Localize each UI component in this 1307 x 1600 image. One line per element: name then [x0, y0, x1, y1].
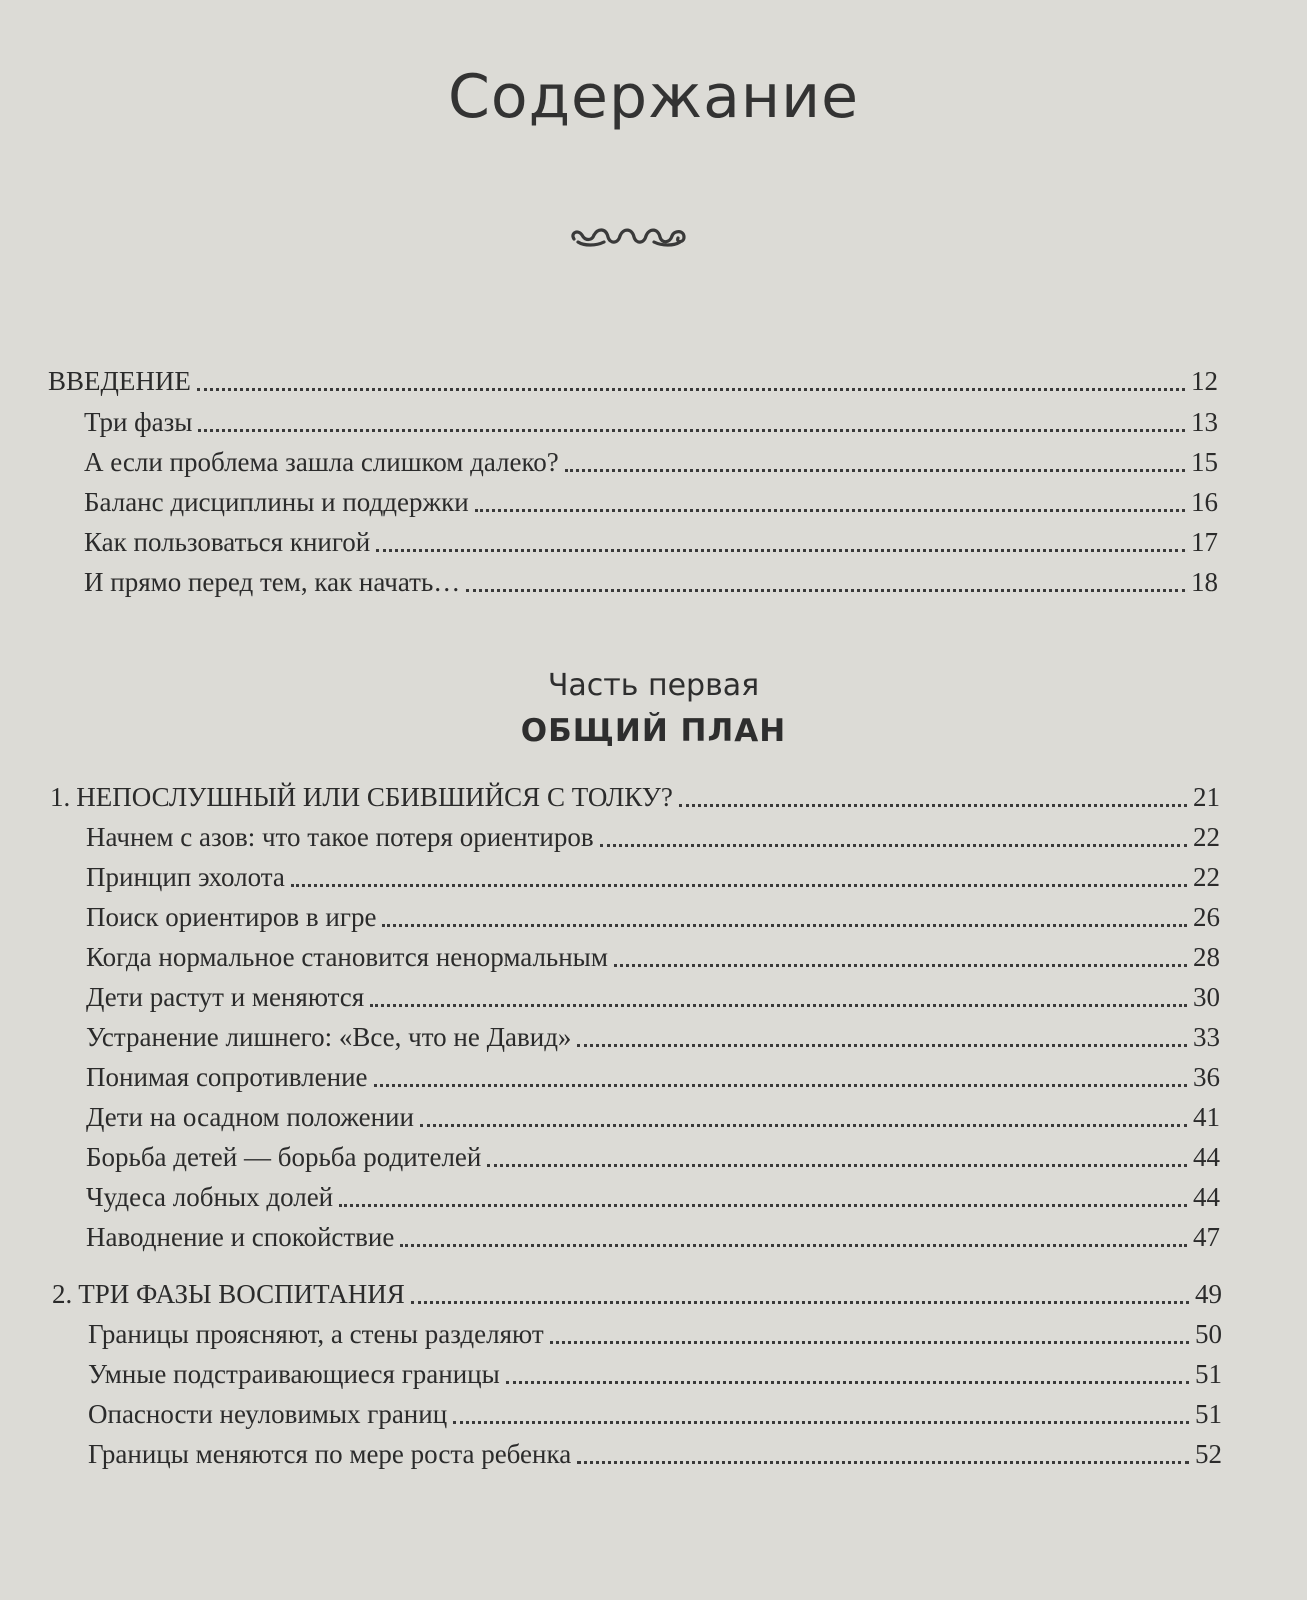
dot-leader: [198, 429, 1185, 432]
chapter-number: 1.: [50, 782, 71, 812]
toc-entry-title: А если проблема зашла слишком далеко?: [84, 447, 559, 477]
toc-chapter-1[interactable]: [50, 780, 1220, 814]
toc-entry[interactable]: [84, 565, 1218, 599]
toc-entry-title: НЕПОСЛУШНЫЙ ИЛИ СБИВШИЙСЯ С ТОЛКУ?: [76, 782, 673, 812]
toc-entry-title: Границы проясняют, а стены разделяют: [88, 1319, 544, 1349]
toc-entry[interactable]: [86, 980, 1220, 1014]
toc-page-number: 28: [1193, 942, 1220, 972]
toc-entry[interactable]: [86, 1100, 1220, 1134]
toc-entry[interactable]: [88, 1357, 1222, 1391]
toc-entry-title: Начнем с азов: что такое потеря ориентиров: [86, 822, 594, 852]
dot-leader: [376, 549, 1185, 552]
dot-leader: [291, 884, 1187, 887]
toc-entry[interactable]: [84, 405, 1218, 439]
toc-entry-title: Наводнение и спокойствие: [86, 1222, 395, 1252]
chapter-number: 2.: [52, 1279, 73, 1309]
toc-page-number: 12: [1191, 366, 1218, 396]
toc-entry[interactable]: [88, 1397, 1222, 1431]
toc-page-number: 50: [1195, 1319, 1222, 1349]
toc-entry-title: Опасности неуловимых границ: [88, 1399, 448, 1429]
toc-page-number: 15: [1191, 447, 1218, 477]
toc-entry[interactable]: [84, 445, 1218, 479]
toc-page-number: 44: [1193, 1182, 1220, 1212]
toc-page-number: 21: [1193, 782, 1220, 812]
toc-page-number: 22: [1193, 862, 1220, 892]
toc-entry-title: Поиск ориентиров в игре: [86, 902, 377, 932]
dot-leader: [197, 388, 1185, 391]
toc-page-number: 36: [1193, 1062, 1220, 1092]
toc-entry[interactable]: [88, 1317, 1222, 1351]
toc-page-number: 44: [1193, 1142, 1220, 1172]
toc-entry[interactable]: [86, 1060, 1220, 1094]
dot-leader: [577, 1044, 1187, 1047]
page-title: Содержание: [447, 62, 860, 132]
toc-page-number: 51: [1195, 1399, 1222, 1429]
toc-entry-title: Три фазы: [84, 407, 193, 437]
toc-page-number: 18: [1191, 567, 1218, 597]
toc-entry-title: Как пользоваться книгой: [84, 527, 371, 557]
dot-leader: [475, 509, 1185, 512]
toc-entry-title: ВВЕДЕНИЕ: [48, 366, 191, 396]
toc-page-number: 33: [1193, 1022, 1220, 1052]
dot-leader: [565, 469, 1185, 472]
dot-leader: [400, 1244, 1187, 1247]
dot-leader: [679, 804, 1187, 807]
dot-leader: [614, 964, 1187, 967]
toc-entry[interactable]: [86, 1180, 1220, 1214]
toc-entry-title: Борьба детей — борьба родителей: [86, 1142, 482, 1172]
toc-entry[interactable]: [84, 485, 1218, 519]
toc-page-number: 47: [1193, 1222, 1220, 1252]
toc-page-number: 41: [1193, 1102, 1220, 1132]
dot-leader: [411, 1301, 1189, 1304]
toc-page-number: 49: [1195, 1279, 1222, 1309]
toc-page-number: 26: [1193, 902, 1220, 932]
toc-entry-title: ТРИ ФАЗЫ ВОСПИТАНИЯ: [78, 1279, 405, 1309]
toc-page-number: 22: [1193, 822, 1220, 852]
toc-entry[interactable]: [84, 525, 1218, 559]
toc-entry-title: Умные подстраивающиеся границы: [88, 1359, 500, 1389]
toc-entry-title: Границы меняются по мере роста ребенка: [88, 1439, 572, 1469]
dot-leader: [453, 1421, 1189, 1424]
toc-chapter-2[interactable]: [52, 1277, 1222, 1311]
dot-leader: [374, 1084, 1187, 1087]
toc-entry[interactable]: [86, 820, 1220, 854]
part-title: ОБЩИЙ ПЛАН: [520, 713, 787, 749]
dot-leader: [506, 1381, 1189, 1384]
dot-leader: [466, 589, 1185, 592]
toc-entry-title: Дети на осадном положении: [86, 1102, 414, 1132]
toc-page-number: 51: [1195, 1359, 1222, 1389]
dot-leader: [487, 1164, 1187, 1167]
dot-leader: [370, 1004, 1187, 1007]
toc-entry[interactable]: [86, 1020, 1220, 1054]
toc-entry-title: Понимая сопротивление: [86, 1062, 368, 1092]
toc-entry-title: Чудеса лобных долей: [86, 1182, 334, 1212]
toc-entry-title: Устранение лишнего: «Все, что не Давид»: [86, 1022, 572, 1052]
dot-leader: [339, 1204, 1187, 1207]
dot-leader: [550, 1341, 1189, 1344]
toc-entry[interactable]: [86, 900, 1220, 934]
part-label: Часть первая: [547, 668, 760, 703]
toc-entry[interactable]: [86, 940, 1220, 974]
toc-entry-title: Дети растут и меняются: [86, 982, 365, 1012]
toc-entry[interactable]: [86, 860, 1220, 894]
toc-entry[interactable]: [86, 1140, 1220, 1174]
toc-page-number: 30: [1193, 982, 1220, 1012]
toc-entry-title: Принцип эхолота: [86, 862, 285, 892]
toc-page-number: 52: [1195, 1439, 1222, 1469]
toc-entry-title: Когда нормальное становится ненормальным: [86, 942, 608, 972]
dot-leader: [600, 844, 1187, 847]
toc-page-number: 17: [1191, 527, 1218, 557]
dot-leader: [577, 1461, 1189, 1464]
toc-entry-title: Баланс дисциплины и поддержки: [84, 487, 469, 517]
toc-entry-intro[interactable]: [48, 364, 1218, 398]
toc-entry[interactable]: [88, 1437, 1222, 1471]
toc-page-number: 13: [1191, 407, 1218, 437]
toc-entry-title: И прямо перед тем, как начать…: [84, 567, 461, 597]
dot-leader: [382, 924, 1187, 927]
toc-page-number: 16: [1191, 487, 1218, 517]
toc-entry[interactable]: [86, 1220, 1220, 1254]
dot-leader: [420, 1124, 1187, 1127]
